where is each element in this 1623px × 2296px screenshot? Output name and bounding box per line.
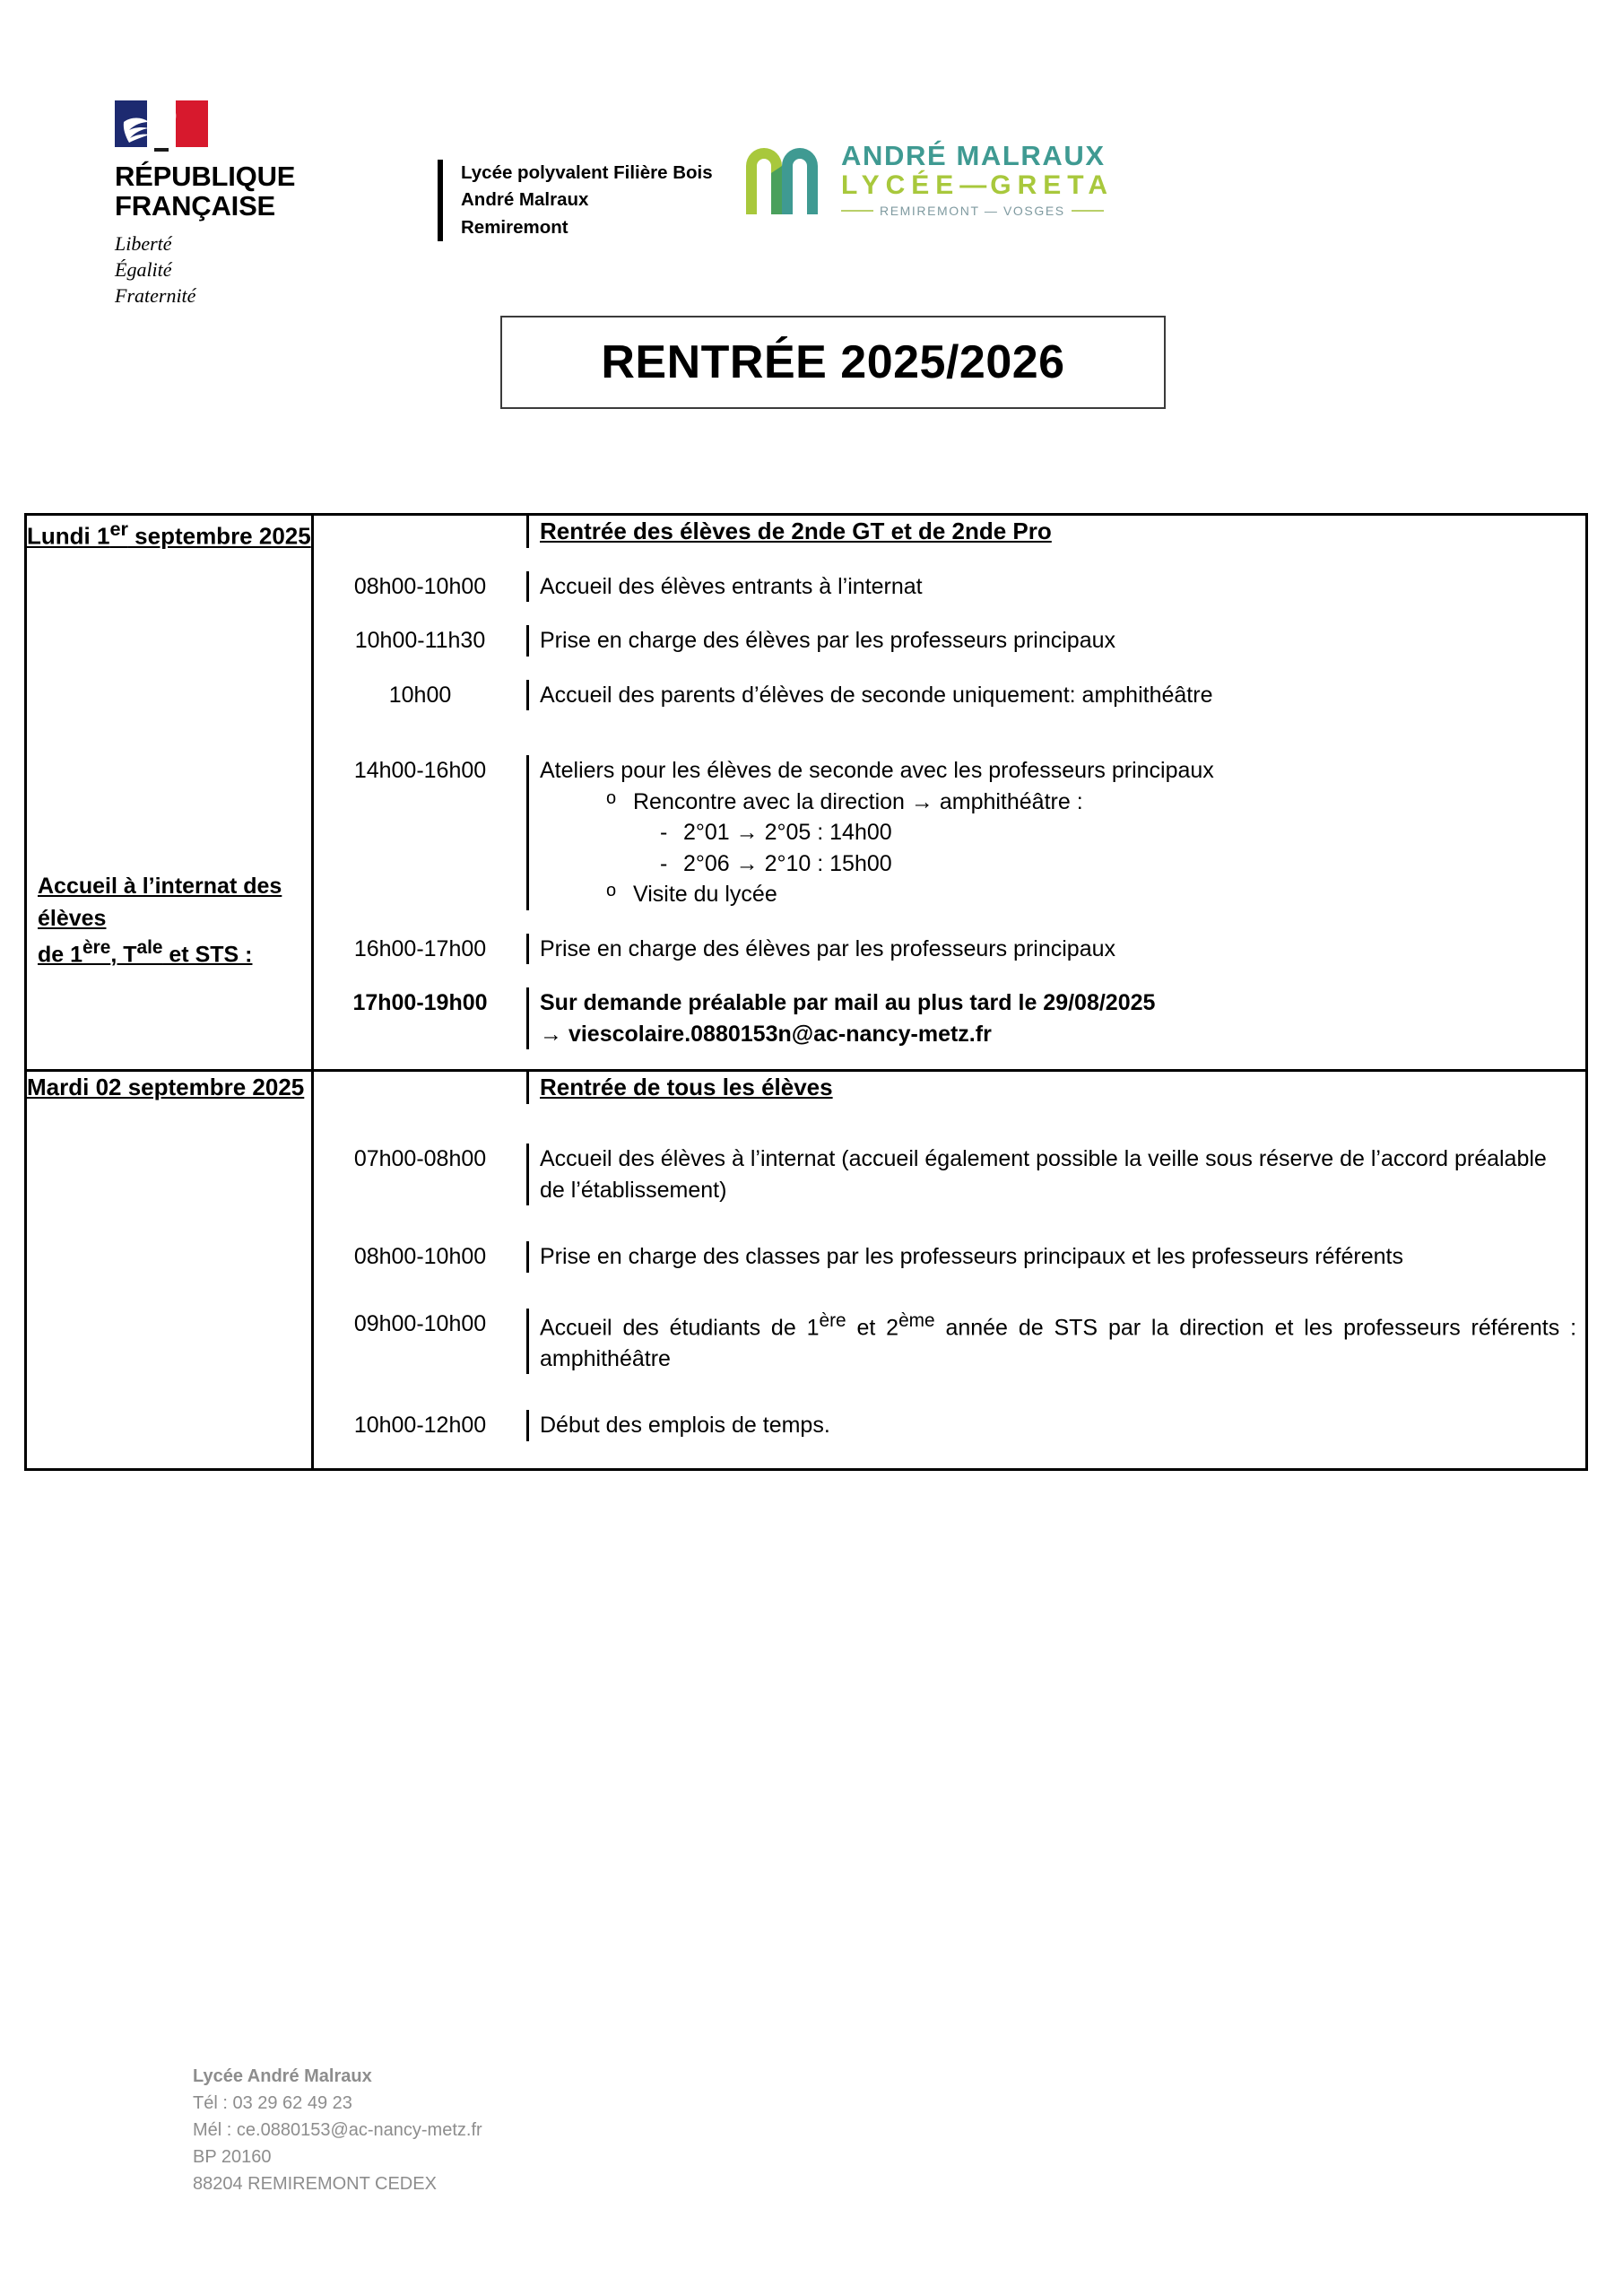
republic-name xyxy=(115,161,357,222)
table-row xyxy=(26,515,1587,1071)
french-flag-marianne-icon xyxy=(115,100,208,152)
day-title-prefix: Lundi 1 xyxy=(27,522,110,550)
day2-heading: Rentrée de tous les élèves xyxy=(540,1074,833,1101)
event-time: 10h00-12h00 xyxy=(314,1410,529,1441)
event-text: Accueil des parents d’élèves de seconde uniquement: amphithéâtre xyxy=(540,682,1213,708)
list-item: o Visite du lycée xyxy=(540,879,1576,910)
event-row xyxy=(314,1387,1585,1468)
event-text-with-bullets xyxy=(529,755,1585,910)
event-sub-list xyxy=(633,817,1576,879)
event-time: 08h00-10h00 xyxy=(314,571,529,603)
motto-fraternite: Fraternité xyxy=(115,284,196,308)
republic-motto xyxy=(115,230,357,309)
event-text: Début des emplois de temps. xyxy=(540,1413,830,1439)
event-row xyxy=(314,964,1585,1069)
event-row xyxy=(314,657,1585,711)
motto-egalite: Égalité xyxy=(115,258,172,282)
logo-dash: — xyxy=(959,170,987,201)
list-item: - 2°01 → 2°05 : 14h00 xyxy=(633,817,1576,848)
motto-liberte: Liberté xyxy=(115,231,172,255)
event-time: 09h00-10h00 xyxy=(314,1309,529,1374)
logo-line-location xyxy=(841,204,1114,218)
footer-email: Mél : ce.0880153@ac-nancy-metz.fr xyxy=(193,2120,482,2140)
establishment-line-2: André Malraux xyxy=(461,189,589,211)
logo-location-text: REMIREMONT — VOSGES xyxy=(880,203,1065,218)
event-time: 14h00-16h00 xyxy=(314,755,529,910)
event-row xyxy=(314,1218,1585,1273)
event-row xyxy=(314,1285,1585,1374)
document-title-box xyxy=(500,316,1166,409)
event-time: 08h00-10h00 xyxy=(314,1241,529,1273)
event-text: Sur demande préalable par mail au plus tard le 29/08/2025 xyxy=(540,990,1156,1016)
bullet-label: Rencontre avec la direction → amphithéâtre : xyxy=(633,788,1083,814)
page-footer xyxy=(193,2063,482,2197)
day-title-mardi: Mardi 02 septembre 2025 xyxy=(27,1074,305,1101)
event-bullet-list xyxy=(540,787,1576,910)
event-text: Prise en charge des classes par les professeurs principaux et les professeurs référents xyxy=(540,1244,1403,1270)
day-note-internat xyxy=(38,871,307,971)
day1-heading: Rentrée des élèves de 2nde GT et de 2nde Pro xyxy=(540,517,1052,544)
establishment-line-1: Lycée polyvalent Filière Bois xyxy=(461,162,713,183)
footer-phone: Tél : 03 29 62 49 23 xyxy=(193,2093,352,2113)
event-time: 10h00 xyxy=(314,680,529,711)
logo-line-lycee-greta xyxy=(841,170,1114,201)
day-title-sup: er xyxy=(109,517,128,540)
day1-heading-row xyxy=(314,516,1585,548)
footer-city: 88204 REMIREMONT CEDEX xyxy=(193,2174,437,2194)
logo-line-andre-malraux: ANDRÉ MALRAUX xyxy=(841,140,1106,171)
day-title-suffix: septembre 2025 xyxy=(127,522,311,550)
logo-rule-left xyxy=(841,210,873,212)
event-time: 07h00-08h00 xyxy=(314,1144,529,1205)
event-time: 17h00-19h00 xyxy=(314,987,529,1049)
event-text: Prise en charge des élèves par les professeurs principaux xyxy=(540,935,1116,961)
schedule-table xyxy=(24,513,1588,1471)
republic-line-1: RÉPUBLIQUE xyxy=(115,161,296,192)
list-item: - 2°06 → 2°10 : 15h00 xyxy=(633,848,1576,880)
table-row xyxy=(26,1071,1587,1469)
event-row xyxy=(314,732,1585,910)
day-note-line-1: Accueil à l’internat des élèves xyxy=(38,874,282,931)
page-header xyxy=(0,0,1623,323)
day-cell-mardi xyxy=(26,1071,313,1469)
logo-lycee: LYCÉE xyxy=(841,170,960,201)
andre-malraux-am-monogram-icon xyxy=(742,143,821,216)
day-title-lundi xyxy=(27,516,311,553)
event-row xyxy=(314,910,1585,965)
day2-heading-row xyxy=(314,1072,1585,1104)
event-text: Ateliers pour les élèves de seconde avec les professeurs principaux xyxy=(540,758,1214,784)
footer-school-name: Lycée André Malraux xyxy=(193,2066,372,2086)
footer-po-box: BP 20160 xyxy=(193,2147,272,2167)
event-row xyxy=(314,602,1585,657)
event-text: Accueil des élèves entrants à l’internat xyxy=(540,573,923,599)
andre-malraux-logo xyxy=(742,142,1114,218)
event-time: 16h00-17h00 xyxy=(314,934,529,965)
event-time: 10h00-11h30 xyxy=(314,625,529,657)
day1-content-cell xyxy=(313,515,1587,1071)
day-cell-lundi xyxy=(26,515,313,1071)
list-item xyxy=(540,787,1576,880)
republique-francaise-block xyxy=(115,100,357,309)
establishment-block xyxy=(438,160,713,241)
event-text-bold xyxy=(529,987,1585,1049)
logo-greta: GRETA xyxy=(990,170,1115,201)
day-note-line-2: de 1ère, $T^{ale}$ et STS : xyxy=(38,937,253,968)
day1-heading-time-spacer xyxy=(314,516,529,548)
event-row xyxy=(314,548,1585,603)
day2-heading-time-spacer xyxy=(314,1072,529,1104)
establishment-line-3: Remiremont xyxy=(461,216,568,238)
event-text: Accueil des élèves à l’internat (accueil également possible la veille sous réserve de l’accord préalable de l’établissement) xyxy=(540,1146,1547,1203)
event-text: Accueil des étudiants de 1ère et 2ème année de STS par la direction et les professeurs référents : amphithéâtre xyxy=(540,1309,1577,1371)
event-text: Prise en charge des élèves par les professeurs principaux xyxy=(540,628,1116,654)
logo-wordmark xyxy=(841,142,1114,218)
event-email-line[interactable]: → viescolaire.0880153n@ac-nancy-metz.fr xyxy=(540,1021,992,1047)
page-title: RENTRÉE 2025/2026 xyxy=(601,336,1065,388)
logo-rule-right xyxy=(1072,210,1104,212)
day2-content-cell xyxy=(313,1071,1587,1469)
republic-line-2: FRANÇAISE xyxy=(115,190,276,222)
event-row xyxy=(314,1120,1585,1205)
